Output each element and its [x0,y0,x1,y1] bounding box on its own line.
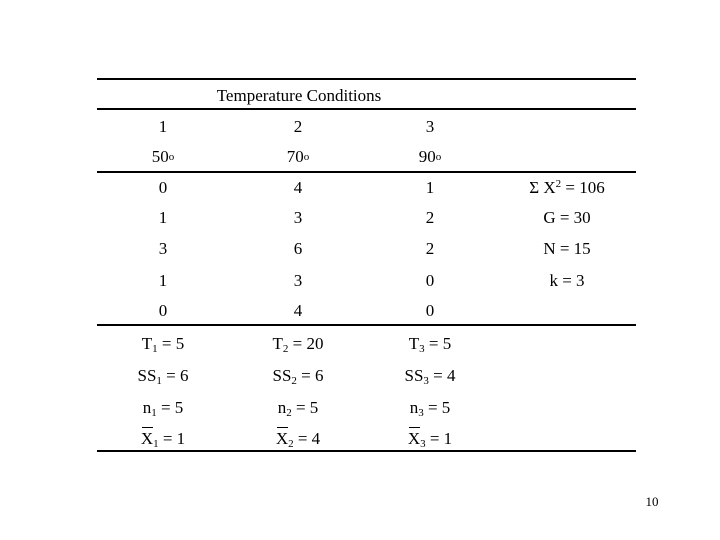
score-r3-c3: 2 [425,239,435,258]
condition-1-temp: 50o [151,147,175,166]
score-r5-c3: 0 [425,301,435,320]
mean-2: $X_2 = 4$ [275,429,321,450]
treatment-total-3: $T_3 = 5$ [408,334,452,355]
condition-2-label: 2 [293,117,303,136]
condition-1-label: 1 [158,117,168,136]
score-r2-c2: 3 [293,208,303,227]
summary-rule [97,324,636,326]
grand-total: G = 30 [543,208,591,227]
score-r4-c1: 1 [158,271,168,290]
table-title: Temperature Conditions [216,86,382,105]
condition-3-label: 3 [425,117,435,136]
score-r1-c1: 0 [158,178,168,197]
treatment-count: k = 3 [549,271,585,290]
score-r1-c3: 1 [425,178,435,197]
score-r1-c2: 4 [293,178,303,197]
score-r5-c2: 4 [293,301,303,320]
treatment-total-2: $T_2 = 20$ [272,334,324,355]
sample-size-1: $n_1 = 5$ [142,398,184,419]
mean-1: $X_1 = 1$ [140,429,186,450]
score-r2-c3: 2 [425,208,435,227]
data-top-rule [97,171,636,173]
bottom-rule [97,450,636,452]
treatment-total-1: $T_1 = 5$ [141,334,185,355]
sum-of-squares-3: $SS_3 = 4$ [404,366,456,387]
total-n: N = 15 [543,239,591,258]
sum-x-squared: Σ $X^2 = 106$ [529,178,605,197]
sum-of-squares-1: $SS_1 = 6$ [137,366,189,387]
score-r4-c3: 0 [425,271,435,290]
condition-3-temp: 90o [418,147,442,166]
score-r2-c1: 1 [158,208,168,227]
condition-2-temp: 70o [286,147,310,166]
sample-size-2: $n_2 = 5$ [277,398,319,419]
score-r3-c1: 3 [158,239,168,258]
header-rule [97,108,636,110]
mean-3: $X_3 = 1$ [407,429,453,450]
score-r3-c2: 6 [293,239,303,258]
sample-size-3: $n_3 = 5$ [409,398,451,419]
top-rule [97,78,636,80]
sum-of-squares-2: $SS_2 = 6$ [272,366,324,387]
page-number: 10 [645,494,659,509]
score-r5-c1: 0 [158,301,168,320]
score-r4-c2: 3 [293,271,303,290]
